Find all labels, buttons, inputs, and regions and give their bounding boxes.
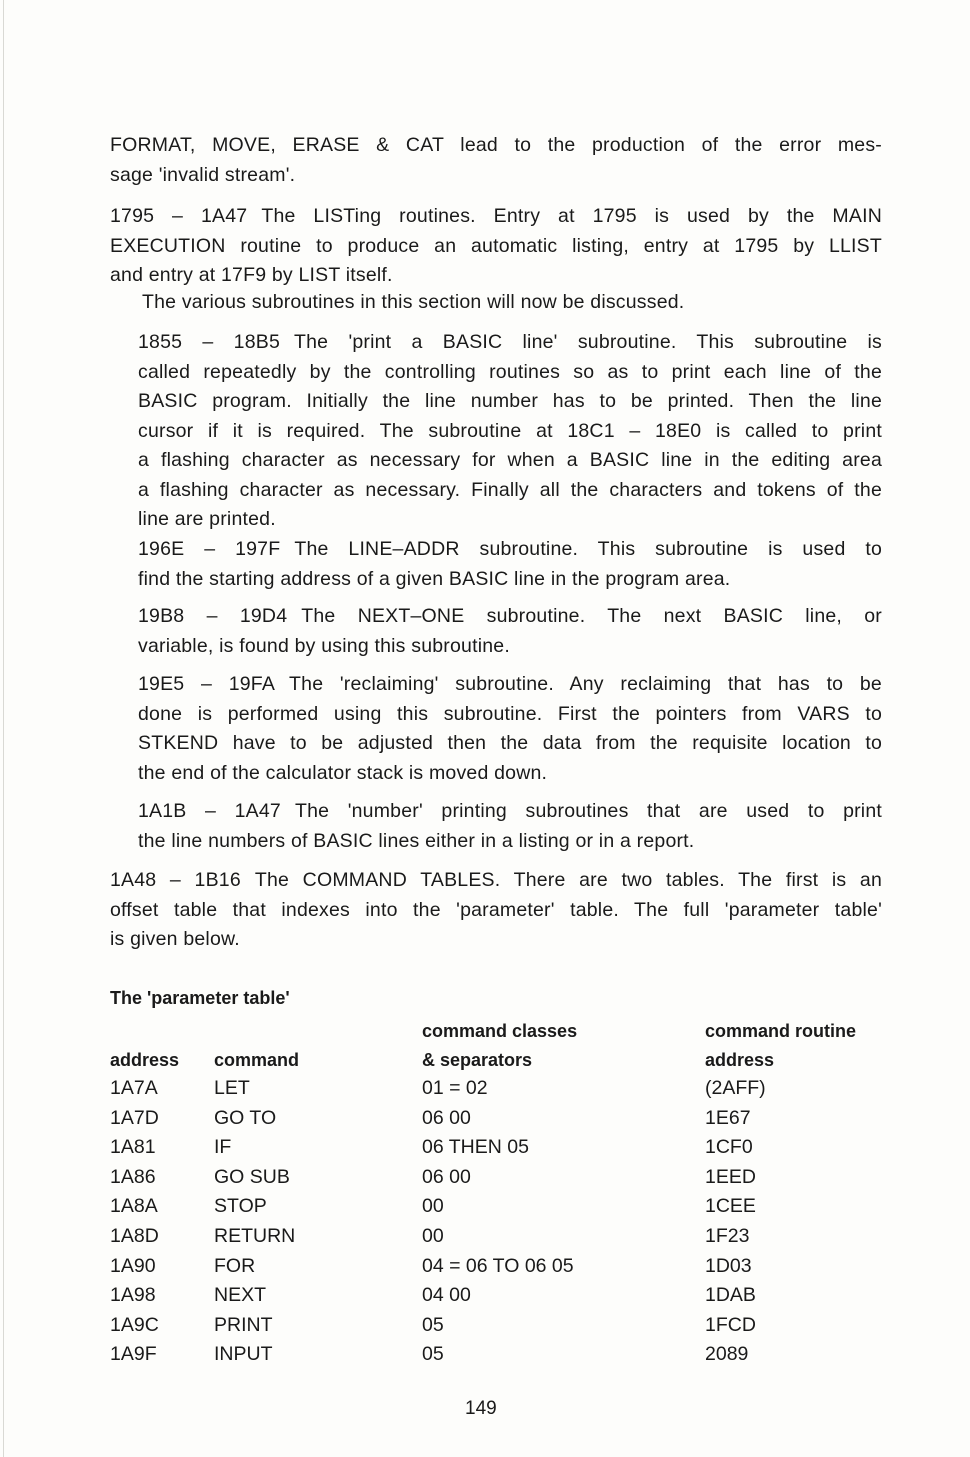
text-line: a flashing character as necessary. Finally all the characters and tokens of the [138,478,882,501]
text-line: the line numbers of BASIC lines either in a listing or in a report. [138,829,695,852]
text-line: sage 'invalid stream'. [110,163,296,186]
text-line: done is performed using this subroutine. First the pointers from VARS to [138,702,882,725]
cell-command: NEXT [214,1284,267,1307]
address-range: 1795 – 1A47 [110,205,248,227]
table-row [110,1281,890,1311]
paragraph-next-one [138,602,882,661]
table-row [110,1104,890,1134]
header-routine-line2: address [705,1050,775,1070]
cell-classes: 01 = 02 [422,1077,488,1099]
header-address: address [110,1050,180,1070]
paragraph-print-basic-line [138,328,882,535]
cell-command: PRINT [214,1313,273,1336]
cell-classes: 00 [422,1224,444,1247]
cell-address: 1A86 [110,1165,156,1188]
cell-command: RETURN [214,1224,296,1247]
paragraph-number-printing [138,797,882,856]
table-row [110,1192,890,1222]
header-classes-line1: command classes [422,1021,578,1041]
text-line: variable, is found by using this subroutine. [138,634,510,657]
cell-classes: 05 [422,1313,444,1336]
paragraph-line-addr [138,535,882,594]
text-line: line are printed. [138,508,276,530]
text-line: the end of the calculator stack is moved down. [138,761,548,784]
address-range: 1A48 – 1B16 [110,869,241,891]
header-classes [422,1017,577,1075]
cell-address: 1A7A [110,1077,158,1099]
text-line: cursor if it is required. The subroutine at 18C1 – 18E0 is called to print [138,419,882,442]
table-row [110,1340,890,1370]
cell-command: IF [214,1136,232,1159]
cell-classes: 06 00 [422,1165,471,1188]
address-range: 1855 – 18B5 [138,331,281,353]
table-row [110,1133,890,1163]
header-routine [705,1017,856,1075]
cell-routine: 1DAB [705,1284,756,1307]
cell-command: FOR [214,1254,256,1277]
address-range: 1A1B – 1A47 [138,800,281,822]
text-line: offset table that indexes into the 'parameter' table. The full 'parameter table' [110,898,882,921]
header-command: command [214,1050,300,1070]
cell-classes: 00 [422,1195,444,1218]
text-line: The 'reclaiming' subroutine. Any reclaiming that has to be [289,673,882,695]
cell-classes: 05 [422,1343,444,1366]
cell-classes: 04 00 [422,1284,471,1307]
paragraph-command-tables [110,866,882,955]
cell-address: 1A8D [110,1224,159,1247]
cell-routine: 1E67 [705,1106,751,1129]
table-row [110,1252,890,1282]
text-line: The LINE–ADDR subroutine. This subroutine is used to [294,538,882,560]
page-number: 149 [465,1398,497,1419]
text-line: a flashing character as necessary for when a BASIC line in the editing area [138,449,882,471]
text-line: and entry at 17F9 by LIST itself. [110,264,393,286]
text-line: The NEXT–ONE subroutine. The next BASIC line, or [301,605,882,627]
cell-address: 1A9C [110,1313,159,1336]
cell-routine: (2AFF) [705,1077,766,1099]
cell-classes: 06 00 [422,1106,471,1129]
address-range: 19E5 – 19FA [138,673,276,695]
cell-routine: 1F23 [705,1224,750,1247]
cell-address: 1A81 [110,1136,156,1159]
text-line: STKEND have to be adjusted then the data from the requisite location to [138,732,882,754]
cell-routine: 1EED [705,1165,756,1188]
table-row [110,1222,890,1252]
cell-address: 1A8A [110,1195,158,1218]
paragraph-reclaiming [138,670,882,788]
cell-classes: 06 THEN 05 [422,1136,529,1159]
cell-command: GO TO [214,1106,277,1129]
cell-routine: 2089 [705,1343,749,1366]
text-line: called repeatedly by the controlling routines so as to print each line of the [138,360,882,383]
address-range: 19B8 – 19D4 [138,605,288,627]
parameter-table [110,1074,890,1370]
header-routine-line1: command routine [705,1021,857,1041]
cell-routine: 1CF0 [705,1136,753,1159]
table-row [110,1311,890,1341]
text-line: The various subroutines in this section will now be discussed. [142,291,685,313]
cell-classes: 04 = 06 TO 06 05 [422,1254,574,1277]
cell-command: INPUT [214,1343,273,1366]
text-line: The 'number' printing subroutines that are used to print [294,800,882,822]
text-line: EXECUTION routine to produce an automatic listing, entry at 1795 by LLIST [110,234,882,257]
cell-routine: 1D03 [705,1254,752,1277]
cell-address: 1A90 [110,1254,156,1277]
table-row [110,1163,890,1193]
text-line: The COMMAND TABLES. There are two tables. The first is an [254,869,882,891]
paragraph-listing-routines [110,202,882,291]
paragraph-subroutines-intro [142,288,882,318]
cell-routine: 1CEE [705,1195,756,1218]
text-line: BASIC program. Initially the line number has to be printed. Then the line [138,390,882,412]
paragraph-format-move [110,131,882,190]
cell-routine: 1FCD [705,1313,756,1336]
cell-address: 1A7D [110,1106,159,1129]
cell-command: LET [214,1077,250,1099]
table-title: The 'parameter table' [110,988,290,1008]
text-line: The 'print a BASIC line' subroutine. This subroutine is [294,331,882,353]
page-edge [3,0,4,1457]
text-line: The LISTing routines. Entry at 1795 is used by the MAIN [261,205,882,227]
address-range: 196E – 197F [138,538,281,560]
table-row [110,1074,890,1104]
text-line: find the starting address of a given BASIC line in the program area. [138,567,731,590]
cell-command: STOP [214,1195,267,1218]
cell-address: 1A9F [110,1343,157,1366]
header-classes-line2: & separators [422,1050,533,1070]
cell-address: 1A98 [110,1284,156,1307]
text-line: is given below. [110,928,240,950]
text-line: FORMAT, MOVE, ERASE & CAT lead to the production of the error mes- [110,134,882,156]
cell-command: GO SUB [214,1165,290,1188]
